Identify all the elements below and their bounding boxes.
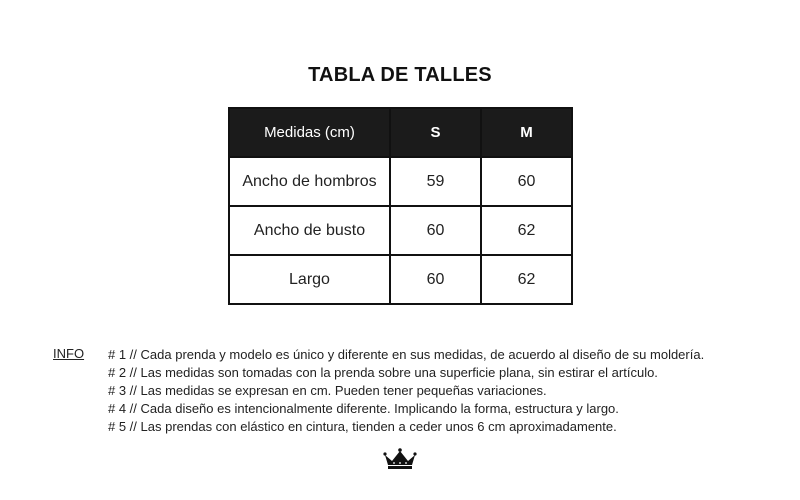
note-item: # 1 // Cada prenda y modelo es único y diferente en sus medidas, de acuerdo al diseño de su moldería.: [108, 347, 705, 362]
row-label: Ancho de hombros: [229, 157, 390, 206]
header-size-m: M: [481, 108, 572, 157]
cell-size-s: 59: [390, 157, 481, 206]
note-item: # 3 // Las medidas se expresan en cm. Pueden tener pequeñas variaciones.: [108, 383, 547, 398]
cell-size-s: 60: [390, 255, 481, 304]
cell-size-s: 60: [390, 206, 481, 255]
cell-size-m: 60: [481, 157, 572, 206]
note-item: # 5 // Las prendas con elástico en cintura, tienden a ceder unos 6 cm aproximadamente.: [108, 419, 617, 434]
table-row: [229, 206, 572, 255]
header-measures: Medidas (cm): [229, 108, 390, 157]
size-chart-table: [228, 107, 573, 305]
cell-size-m: 62: [481, 255, 572, 304]
cell-size-m: 62: [481, 206, 572, 255]
table-row: [229, 255, 572, 304]
info-notes: [108, 346, 704, 436]
header-size-s: S: [390, 108, 481, 157]
info-label: INFO: [53, 346, 85, 361]
table-row: [229, 157, 572, 206]
note-item: # 2 // Las medidas son tomadas con la prenda sobre una superficie plana, sin estirar el artículo.: [108, 365, 658, 380]
crown-icon: [383, 448, 417, 470]
table-header-row: [229, 108, 572, 157]
note-item: # 4 // Cada diseño es intencionalmente diferente. Implicando la forma, estructura y largo.: [108, 401, 619, 416]
row-label: Ancho de busto: [229, 206, 390, 255]
row-label: Largo: [229, 255, 390, 304]
page-title: TABLA DE TALLES: [308, 64, 492, 86]
